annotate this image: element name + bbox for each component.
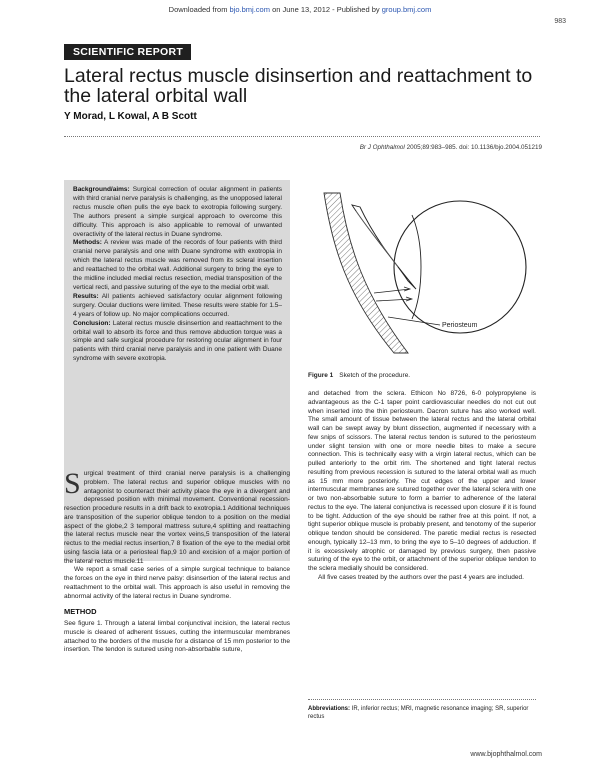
procedure-sketch-drawing bbox=[312, 185, 532, 365]
citation-journal: Br J Ophthalmol bbox=[359, 144, 405, 151]
page-number: 983 bbox=[554, 18, 566, 25]
figure-caption bbox=[308, 372, 410, 379]
abstract-conclusion-text: Lateral rectus muscle disinsertion and reattachment to the orbital wall to absorb its force and thus remove abduction torque was a simple and safe surgical procedure for restoring ocular alignment in four patients with third cranial nerve paralysis and in one patient with Duane syndrome with severe exotropia. bbox=[73, 319, 283, 363]
title-divider bbox=[64, 136, 540, 137]
abstract-methods-label: Methods: bbox=[73, 239, 102, 247]
method-paragraph: See figure 1. Through a lateral limbal conjunctival incision, the lateral rectus muscle is cleared of adherent tissues, cutting the intermuscular membranes attached to the borders of the muscle for a distance of 15 mm posterior to the insertion. The tendon is sutured using non-absorbable suture, bbox=[64, 620, 290, 654]
periosteum-label: Periosteum bbox=[442, 322, 478, 329]
body-column-right bbox=[308, 390, 536, 583]
article-authors: Y Morad, L Kowal, A B Scott bbox=[64, 111, 197, 122]
eyeball-sclera-curve bbox=[412, 215, 421, 319]
figure-1-sketch bbox=[312, 185, 532, 365]
article-title: Lateral rectus muscle disinsertion and reattachment to the lateral orbital wall bbox=[64, 65, 533, 107]
abbreviations-divider bbox=[308, 699, 536, 700]
citation-details: 2005;89:983–985. doi: 10.1136/bjo.2004.051219 bbox=[406, 144, 542, 151]
figure-caption-text: Sketch of the procedure. bbox=[339, 372, 411, 379]
banner-link-bjo[interactable]: bjo.bmj.com bbox=[229, 5, 270, 14]
abstract-results-text: All patients achieved satisfactory ocular alignment following surgery. Ocular ductions were limited. These results were stable for 1.5–4 years of follow up. No major complications occurred. bbox=[73, 292, 282, 318]
banner-link-group[interactable]: group.bmj.com bbox=[381, 5, 432, 14]
intro-paragraph bbox=[64, 467, 290, 566]
article-citation bbox=[360, 144, 542, 151]
abstract-results bbox=[73, 293, 282, 320]
section-badge: SCIENTIFIC REPORT bbox=[64, 44, 191, 60]
method-heading: METHOD bbox=[64, 607, 97, 617]
abstract-results-label: Results: bbox=[73, 292, 99, 300]
abbreviations-note bbox=[308, 705, 536, 722]
case-series-paragraph: We report a small case series of a simple surgical technique to balance the forces on the eye in third nerve palsy: disinsertion of the lateral rectus and reattachment to the orbital wall. This approach is also useful in removing the abnormal activity of the lateral rectus in Duane syndrome. bbox=[64, 566, 290, 600]
abstract-methods bbox=[73, 239, 282, 292]
cases-paragraph: All five cases treated by the authors over the past 4 years are included. bbox=[318, 573, 524, 581]
abstract-conclusion bbox=[73, 320, 282, 365]
drop-cap: S bbox=[64, 467, 81, 500]
abbreviations-text: IR, inferior rectus; MRI, magnetic resonance imaging; SR, superior rectus bbox=[308, 706, 529, 721]
orbital-wall-shape bbox=[324, 193, 408, 353]
periosteum-pointer bbox=[388, 317, 440, 325]
procedure-paragraph: and detached from the sclera. Ethicon No 8726, 6-0 polypropylene is advantageous as the C-1 taper point cardiovascular needles do not cut out when inserted into the thin periosteum. Dacron suture has also worked well. The small amount of tissue between the lateral rectus and the lateral orbital wall can be swept away by blunt dissection, augmented if necessary with a few snips of scissors. The lateral rectus tendon is sutured to the periosteum under slight tension with one or more needle bites to make a secure connection. This is technically easy with a virgin lateral rectus, which can be pulled anteriorly to the orbit rim. The shortened and tight lateral rectus resulting from previous recession is sutured to the lateral orbital wall as much as 15 mm more posteriorly. The cut edges of the upper and lower intermuscular membranes are sutured together over the lateral sclera with one or two non-absorbable suture to form a barrier to adherence of the lateral rectus to the eye. The lateral conjunctiva is recessed upon closure if it is found to be tight. Adduction of the eye should be rather free at this point. If not, a tight superior oblique muscle is probably present, and tenotomy of the superior oblique tendon should be considered. The paretic medial rectus is resected enough, typically 12–13 mm, to bring the eye to 5–10 degrees of adduction. If it is excessively atrophic or damaged by previous surgery, then passive suturing of the eye to the orbit, or attachment of the superior oblique tendon to the sclera medially should be considered. bbox=[308, 390, 536, 572]
abstract-conclusion-label: Conclusion: bbox=[73, 319, 111, 327]
banner-text-mid: on June 13, 2012 - Published by bbox=[272, 5, 380, 14]
abstract-background bbox=[73, 186, 282, 239]
download-banner bbox=[0, 5, 600, 14]
abstract-methods-text: A review was made of the records of four patients with third cranial nerve paralysis and one with Duane syndrome with exotropia in which the lateral rectus muscle was removed from its scleral insertion and reattached to the orbital wall. Additional surgery to bring the eye to the midline included medial rectus resection, medial transposition of the vertical recti, and passive suturing of the eye to the medial orbit wall. bbox=[73, 239, 282, 291]
body-column-left bbox=[64, 467, 290, 655]
intro-text: urgical treatment of third cranial nerve paralysis is a challenging problem. The lateral rectus and superior oblique muscles with no antagonist to counteract their activity place the eye in a divergent and depressed position with minimal movement. Conventional recession-resection procedure results in a drift back to exotropia.1 Additional techniques are transposition of the superior oblique tendon to a position on the medial aspect of the globe,2 3 temporal mattress suture,4 splitting and reattaching the lateral rectus muscle near the vortex veins,5 transposition of the lateral rectus to the medial rectus insertion,7 8 fixation of the eye to the medial orbit using fascia lata or a periosteal flap,9 10 and excision of a major portion of the lateral rectus muscle.11 bbox=[64, 470, 290, 565]
abstract-background-text: Surgical correction of ocular alignment in patients with third cranial nerve paralysis is challenging, as the unopposed lateral rectus muscle often pulls the eye back to exotropia following surgery. The authors present a simple surgical approach to overcome this difficulty. This approach is also applicable to removal of unwanted overactivity of the lateral rectus in Duane syndrome. bbox=[73, 186, 282, 238]
banner-text-pre: Downloaded from bbox=[168, 5, 228, 14]
figure-caption-number: Figure 1 bbox=[308, 372, 334, 379]
abbreviations-label: Abbreviations: bbox=[308, 706, 351, 712]
journal-website[interactable]: www.bjophthalmol.com bbox=[470, 751, 542, 758]
abstract-background-label: Background/aims: bbox=[73, 186, 130, 193]
